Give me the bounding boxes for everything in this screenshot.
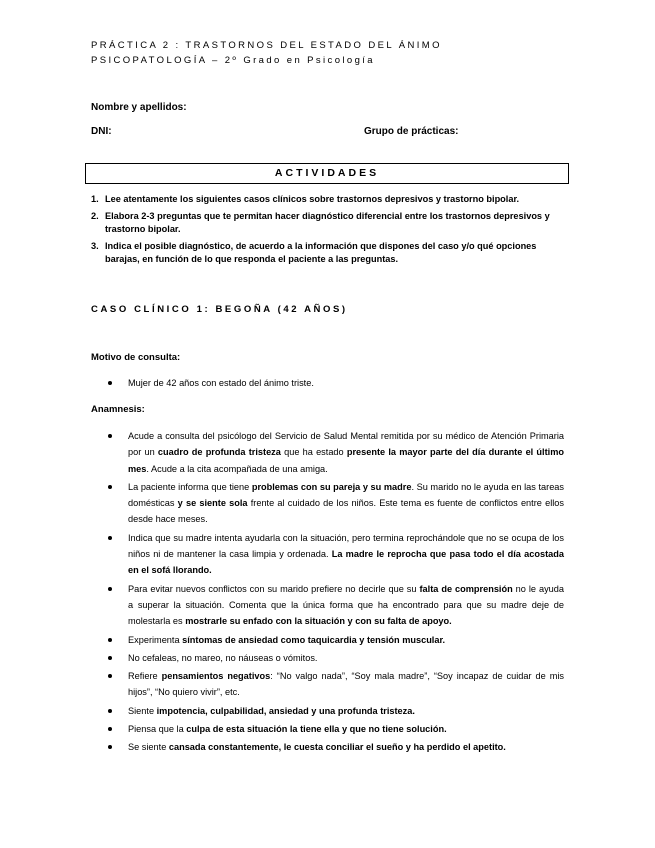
item-text: frente al cuidado de los niños. Este tema es fuente de conflictos entre ellos desde hace meses. <box>128 498 564 525</box>
list-item <box>108 668 564 701</box>
actividad-item <box>91 193 569 207</box>
item-bold-text: y se siente sola <box>177 498 248 509</box>
item-bold-text: culpa de esta situación la tiene ella y que no tiene solución. <box>186 724 447 735</box>
list-item <box>108 703 564 719</box>
actividad-text: Lee atentamente los siguientes casos clínicos sobre trastornos depresivos y trastorno bipolar. <box>105 194 520 204</box>
item-text: . Su marido no le ayuda en las tareas domésticas <box>128 481 565 509</box>
anamnesis-list <box>108 428 564 758</box>
bullet-icon <box>108 536 112 540</box>
item-text: Experimenta <box>128 634 183 645</box>
item-text: : “No valgo nada”, “Soy mala madre”, “Soy incapaz de cuidar de mis hijos”, “No quiero vivir”, etc. <box>128 671 564 698</box>
motivo-text: Mujer de 42 años con estado del ánimo triste. <box>128 378 314 388</box>
bullet-icon <box>108 638 112 642</box>
header-subject: PSICOPATOLOGÍA – 2º Grado en Psicología <box>91 55 375 66</box>
actividad-item <box>91 210 569 237</box>
item-text: Piensa que la <box>128 724 187 735</box>
actividad-text: Elabora 2-3 preguntas que te permitan hacer diagnóstico diferencial entre los trastornos depresivos y trastorno bipolar. <box>105 210 550 234</box>
actividades-list <box>91 193 569 270</box>
item-text: Refiere <box>128 671 162 682</box>
item-bold-text: presente la mayor parte del día durante el último mes <box>128 447 564 474</box>
anamnesis-label: Anamnesis: <box>91 404 145 415</box>
list-item <box>108 479 564 528</box>
bullet-icon <box>108 485 112 489</box>
actividad-item <box>91 240 569 267</box>
list-item <box>108 375 564 391</box>
motivo-list <box>108 375 564 391</box>
bullet-icon <box>108 674 112 678</box>
list-item <box>108 739 564 755</box>
caso-clinico-title: CASO CLÍNICO 1: BEGOÑA (42 AÑOS) <box>91 304 348 315</box>
bullet-icon <box>108 587 112 591</box>
list-item <box>108 632 564 648</box>
name-field-label: Nombre y apellidos: <box>91 102 187 113</box>
item-text: que ha estado <box>280 447 347 458</box>
actividad-number: 1. <box>91 194 99 204</box>
bullet-icon <box>108 381 112 385</box>
item-text: Acude a consulta del psicólogo del Servicio de Salud Mental remitida por su médico de Atención Primaria por un <box>128 431 564 458</box>
bullet-icon <box>108 745 112 749</box>
item-text: No cefaleas, no mareo, no náuseas o vómitos. <box>128 652 318 663</box>
list-item <box>108 581 564 630</box>
item-bold-text: La madre le reprocha que pasa todo el día acostada en el sofá llorando. <box>128 549 564 576</box>
item-text: no le ayuda a superar la situación. Comenta que la única forma que ha encontrado para que su madre deje de molestarla es <box>128 583 565 627</box>
item-bold-text: mostrarle su enfado con la situación y con su falta de apoyo. <box>185 616 452 627</box>
bullet-icon <box>108 709 112 713</box>
item-bold-text: síntomas de ansiedad como taquicardia y tensión muscular. <box>182 634 446 645</box>
list-item <box>108 530 564 579</box>
item-text: Indica que su madre intenta ayudarla con la situación, pero termina reprochándole que no se ocupa de los niños ni de mantener la casa limpia y ordenada. <box>128 532 564 560</box>
bullet-icon <box>108 434 112 438</box>
item-bold-text: falta de comprensión <box>419 583 513 594</box>
dni-field-label: DNI: <box>91 126 112 137</box>
header-course-title: PRÁCTICA 2 : TRASTORNOS DEL ESTADO DEL ÁNIMO <box>91 40 442 51</box>
list-item <box>108 721 564 737</box>
actividad-number: 3. <box>91 240 99 251</box>
item-bold-text: impotencia, culpabilidad, ansiedad y una profunda tristeza. <box>156 705 415 716</box>
item-bold-text: pensamientos negativos <box>161 671 271 682</box>
actividad-text: Indica el posible diagnóstico, de acuerdo a la información que dispones del caso y/o qué opciones barajas, en función de lo que responda el paciente a las preguntas. <box>105 240 537 264</box>
actividades-heading: ACTIVIDADES <box>85 163 569 184</box>
grupo-field-label: Grupo de prácticas: <box>364 126 459 137</box>
list-item <box>108 428 564 477</box>
item-bold-text: problemas con su pareja y su madre <box>251 481 412 492</box>
bullet-icon <box>108 656 112 660</box>
item-text: Para evitar nuevos conflictos con su marido prefiere no decirle que su <box>128 583 420 594</box>
item-bold-text: cuadro de profunda tristeza <box>157 447 281 458</box>
motivo-consulta-label: Motivo de consulta: <box>91 352 181 363</box>
item-bold-text: cansada constantemente, le cuesta conciliar el sueño y ha perdido el apetito. <box>168 742 506 753</box>
bullet-icon <box>108 727 112 731</box>
item-text: Siente <box>128 705 157 716</box>
list-item <box>108 650 564 666</box>
item-text: . Acude a la cita acompañada de una amiga. <box>146 463 328 474</box>
item-text: Se siente <box>128 742 169 753</box>
item-text: La paciente informa que tiene <box>128 481 252 492</box>
actividad-number: 2. <box>91 210 99 221</box>
